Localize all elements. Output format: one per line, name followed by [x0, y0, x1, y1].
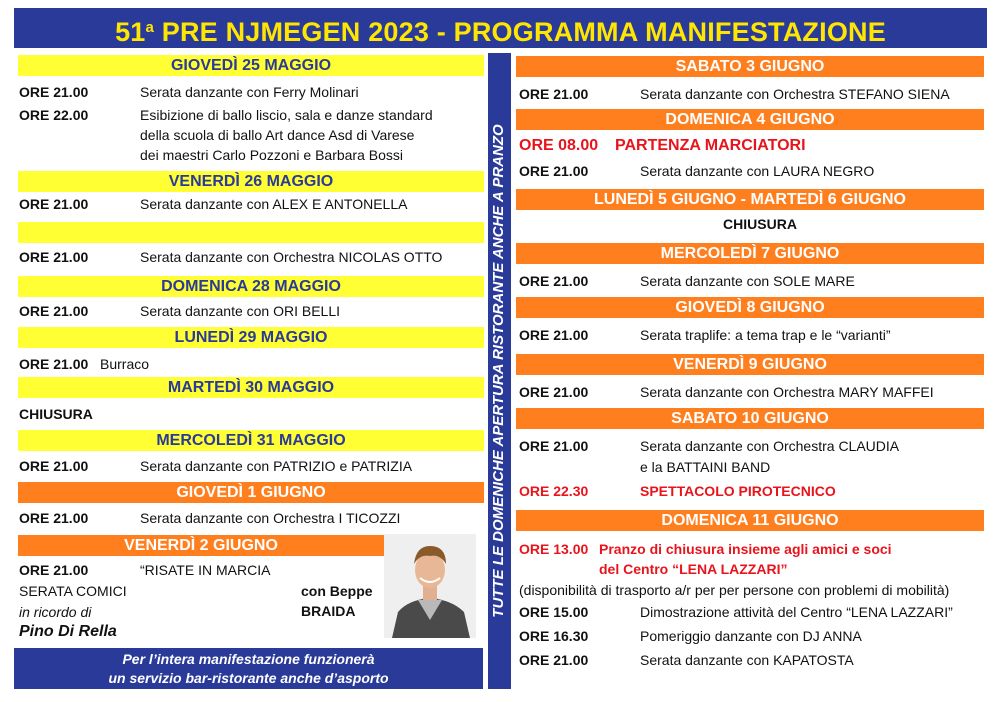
event-desc: Serata danzante con Orchestra I TICOZZI	[140, 510, 401, 526]
time-label: ORE 21.00	[19, 562, 89, 578]
closed-label: CHIUSURA	[19, 406, 93, 422]
time-label: ORE 21.00	[519, 273, 589, 289]
event-desc: dei maestri Carlo Pozzoni e Barbara Bossi	[140, 147, 404, 163]
guest-name: BRAIDA	[301, 603, 356, 619]
time-label-highlight: ORE 08.00	[519, 137, 599, 154]
event-desc: Serata danzante con Orchestra MARY MAFFEI	[640, 384, 934, 400]
event-desc-highlight: Pranzo di chiusura insieme agli amici e soci	[599, 541, 892, 557]
footer-notice	[14, 648, 483, 689]
event-desc: Serata danzante con LAURA NEGRO	[640, 163, 875, 179]
memorial-name: Pino Di Rella	[19, 623, 117, 640]
person-photo-icon	[384, 534, 476, 638]
day-header-4-giugno: DOMENICA 4 GIUGNO	[516, 109, 984, 130]
closed-label: CHIUSURA	[723, 216, 797, 232]
day-header-9-giugno: VENERDÌ 9 GIUGNO	[516, 354, 984, 375]
event-desc: Serata danzante con Orchestra STEFANO SIENA	[640, 86, 950, 102]
footer-line-2: un servizio bar-ristorante anche d’asporto	[108, 670, 389, 686]
time-label: ORE 15.00	[519, 604, 589, 620]
vertical-banner-text: TUTTE LE DOMENICHE APERTURA RISTORANTE ANCHE A PRANZO	[490, 124, 507, 618]
day-header-28-maggio: DOMENICA 28 MAGGIO	[18, 276, 484, 297]
day-header-3-giugno: SABATO 3 GIUGNO	[516, 56, 984, 77]
time-label: ORE 21.00	[19, 303, 89, 319]
time-label: ORE 21.00	[519, 652, 589, 668]
time-label: ORE 21.00	[519, 327, 589, 343]
time-label: ORE 22.00	[19, 107, 89, 123]
transport-note: (disponibilità di trasporto a/r per per persone con problemi di mobilità)	[519, 582, 950, 598]
footer-line-1: Per l’intera manifestazione funzionerà	[122, 651, 375, 667]
event-desc: Serata danzante con Ferry Molinari	[140, 84, 359, 100]
time-label: ORE 21.00	[19, 196, 89, 212]
time-label: ORE 21.00	[19, 249, 89, 265]
time-label: ORE 21.00	[519, 86, 589, 102]
day-header-2-giugno: VENERDÌ 2 GIUGNO	[18, 535, 384, 556]
day-header-11-giugno: DOMENICA 11 GIUGNO	[516, 510, 984, 531]
event-desc: Serata danzante con ORI BELLI	[140, 303, 341, 319]
day-header-1-giugno: GIOVEDÌ 1 GIUGNO	[18, 482, 484, 503]
day-header-10-giugno: SABATO 10 GIUGNO	[516, 408, 984, 429]
day-header-blank	[18, 222, 484, 243]
time-label: ORE 21.00	[19, 458, 89, 474]
event-desc-highlight: del Centro “LENA LAZZARI”	[599, 561, 788, 577]
time-label: ORE 16.30	[519, 628, 589, 644]
event-desc: Burraco	[100, 356, 150, 372]
day-header-7-giugno: MERCOLEDÌ 7 GIUGNO	[516, 243, 984, 264]
event-desc: Serata danzante con Orchestra NICOLAS OTTO	[140, 249, 443, 265]
event-desc: Serata danzante con KAPATOSTA	[640, 652, 854, 668]
event-desc: “RISATE IN MARCIA	[140, 562, 271, 578]
time-label: ORE 21.00	[519, 163, 589, 179]
event-desc: Serata danzante con Orchestra CLAUDIA	[640, 438, 900, 454]
event-desc: Pomeriggio danzante con DJ ANNA	[640, 628, 862, 644]
event-desc: Serata danzante con PATRIZIO e PATRIZIA	[140, 458, 413, 474]
event-desc: e la BATTAINI BAND	[640, 459, 771, 475]
page-title: 51$^a$ PRE NJMEGEN 2023 - PROGRAMMA MANIFESTAZIONE	[115, 17, 886, 47]
guest-label: con Beppe	[301, 583, 373, 599]
guest-photo	[384, 534, 476, 638]
event-desc: Serata danzante con SOLE MARE	[640, 273, 855, 289]
day-header-5-6-giugno: LUNEDÌ 5 GIUGNO - MARTEDÌ 6 GIUGNO	[516, 189, 984, 210]
day-header-26-maggio: VENERDÌ 26 MAGGIO	[18, 171, 484, 192]
time-label: ORE 21.00	[519, 438, 589, 454]
time-label: ORE 21.00	[519, 384, 589, 400]
event-desc: Serata danzante con ALEX E ANTONELLA	[140, 196, 408, 212]
day-header-31-maggio: MERCOLEDÌ 31 MAGGIO	[18, 430, 484, 451]
time-label: ORE 21.00	[19, 356, 89, 372]
event-desc: Serata traplife: a tema trap e le “varianti”	[640, 327, 891, 343]
time-label-highlight: ORE 22.30	[519, 483, 589, 499]
time-label: ORE 21.00	[19, 510, 89, 526]
memorial-label: in ricordo di	[19, 604, 92, 620]
event-desc-highlight: PARTENZA MARCIATORI	[615, 137, 806, 154]
time-label: ORE 21.00	[19, 84, 89, 100]
day-header-8-giugno: GIOVEDÌ 8 GIUGNO	[516, 297, 984, 318]
event-desc: Dimostrazione attività del Centro “LENA LAZZARI”	[640, 604, 953, 620]
event-desc: della scuola di ballo Art dance Asd di Varese	[140, 127, 415, 143]
event-desc-highlight: SPETTACOLO PIROTECNICO	[640, 483, 836, 499]
day-header-30-maggio: MARTEDÌ 30 MAGGIO	[18, 377, 484, 398]
time-label-highlight: ORE 13.00	[519, 541, 589, 557]
day-header-25-maggio: GIOVEDÌ 25 MAGGIO	[18, 55, 484, 76]
event-desc: Esibizione di ballo liscio, sala e danze standard	[140, 107, 433, 123]
event-desc: SERATA COMICI	[19, 583, 127, 599]
day-header-29-maggio: LUNEDÌ 29 MAGGIO	[18, 327, 484, 348]
